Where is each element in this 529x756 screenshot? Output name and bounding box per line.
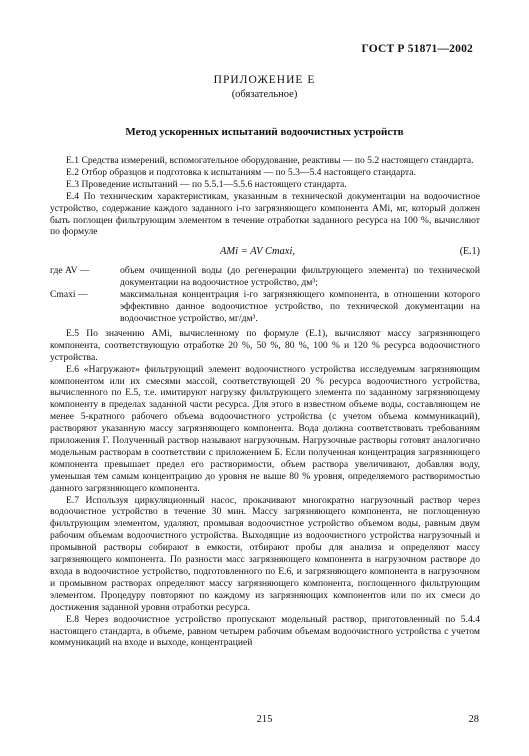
definition-term: Cmaxi —: [50, 289, 88, 301]
page-number-right: 28: [468, 714, 479, 725]
section-title: Метод ускоренных испытаний водоочистных устройств: [125, 126, 404, 138]
paragraph-e2: Е.2 Отбор образцов и подготовка к испытаниям — по 5.3—5.4 настоящего стандарта.: [66, 166, 416, 178]
formula-expression: AMi = AV Cmaxi,: [220, 246, 296, 258]
paragraph-e8: Е.8 Через водоочистное устройство пропускают модельный раствор, приготовленный по 5.4.4 настоящего стандарта, в объеме, равном четырем рабочим объемам водоочистного устройства с учетом коммуникаций на входе и выходе, концентрацией: [50, 613, 480, 649]
standard-number: ГОСТ Р 51871—2002: [361, 43, 473, 55]
definition-term: где AV —: [50, 265, 90, 277]
definition-text: объем очищенной воды (до регенерации фильтрующего элемента) по технической документации на водоочистное устройство, дм³;: [120, 265, 480, 289]
paragraph-e3: Е.3 Проведение испытаний — по 5.5.1—5.5.6 настоящего стандарта.: [66, 178, 347, 190]
formula-number: (Е.1): [459, 246, 480, 258]
formula-e1: [50, 245, 480, 259]
document-body: [50, 155, 480, 649]
definition-text: максимальная концентрация i-го загрязняющего компонента, в отношении которого эффективно данное водоочистное устройство, по технической документации на водоочистное устройство, мг/дм³.: [120, 289, 480, 324]
paragraph-e7: Е.7 Используя циркуляционный насос, прокачивают многократно нагрузочный раствор через водоочистное устройство в течение 30 мин. Массу загрязняющего компонента, не поглощенную фильтрующим элементом, удаляют, промывая водоочистное устройство объемом воды, равным двум рабочим объемам водоочистного устройства. Выходящие из водоочистного устройства нагрузочный и промывной растворы собирают в емкости, отбирают пробы для анализа и определяют массу загрязняющего компонента. По разности масс загрязняющего компонента в нагрузочном растворе до входа в водоочистное устройство, подготовленного по Е.6, и загрязняющего компонента в нагрузочном и промывном растворах определяют массу загрязняющего компонента, поглощенного фильтрующим элементом. Процедуру повторяют по каждому из загрязняющих компонентов или по их смеси до достижения заданной уровня отработки ресурса.: [50, 494, 480, 613]
paragraph-e1: Е.1 Средства измерений, вспомогательное оборудование, реактивы — по 5.2 настоящего стандарта.: [66, 155, 474, 166]
definition-av: [50, 265, 480, 289]
definition-cmax: [50, 289, 480, 325]
paragraph-e5: Е.5 По значению AMi, вычисленному по формуле (Е.1), вычисляют массу загрязняющего компонента, соответствующую отработке 20 %, 50 %, 80 %, 100 % и 120 % ресурса водоочистного устройства.: [50, 327, 480, 363]
formula-definitions: [50, 265, 480, 325]
appendix-title: ПРИЛОЖЕНИЕ Е: [213, 74, 316, 86]
appendix-subtitle: (обязательное): [231, 89, 298, 100]
paragraph-e6: Е.6 «Нагружают» фильтрующий элемент водоочистного устройства исследуемым загрязняющим компонентом или их смесями массой, соответствующей 20 % ресурса водоочистного устройства, вычисленного по Е.5, т.е. имитируют нагрузку фильтрующего элемента по заданному загрязняющему компоненту в пределах заданной части ресурса. Для этого в известном объеме воды, составляющем не менее 5-кратного рабочего объема водоочистного устройства (с учетом объема коммуникаций), растворяют указанную массу загрязняющего компонента. Вода должна соответствовать требованиям приложения Г. Полученный раствор называют нагрузочным. Нагрузочные растворы готовят аналогично модельным растворам в соответствии с приложением Б. Если полученная концентрация загрязняющего компонента превышает предел его растворимости, объем раствора увеличивают, добавляя воду, уменьшая тем самым концентрацию до уровня не выше 80 % уровня, определяемого растворимостью данного загрязняющего компонента.: [50, 363, 480, 494]
paragraph-e4: Е.4 По техническим характеристикам, указанным в технической документации на водоочистное устройство, содержание каждого заданного i-го загрязняющего компонента AMi, мг, который должен быть поглощен фильтрующим элементом в течение отработки заданного ресурса на 100 %, вычисляют по формуле: [50, 190, 480, 238]
page-number-center: 215: [256, 714, 273, 725]
